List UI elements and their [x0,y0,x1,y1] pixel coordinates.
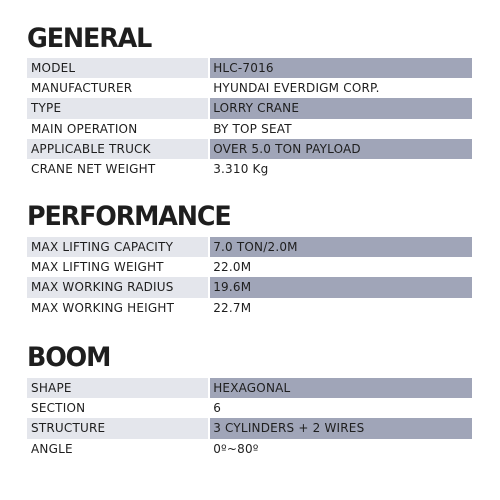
general-section [27,23,472,176]
table-row [27,277,472,297]
row-label: SECTION [31,401,86,416]
row-label: SHAPE [27,378,208,398]
row-label: MODEL [27,58,208,78]
row-value: 7.0 TON/2.0M [210,237,472,257]
row-label: MAX WORKING HEIGHT [31,300,175,315]
table-row [27,159,472,179]
table-row [27,398,472,418]
table-row [27,237,472,257]
general-heading: GENERAL [27,23,152,54]
row-value: 0º~80º [213,441,259,456]
row-value: HYUNDAI EVERDIGM CORP. [213,81,380,96]
row-label: MAX LIFTING CAPACITY [27,237,208,257]
row-value: 3.310 Kg [213,161,269,176]
general-table [27,58,472,179]
boom-table [27,378,472,459]
row-value: 22.7M [213,300,252,315]
row-label: MAX LIFTING WEIGHT [31,260,164,275]
row-label: APPLICABLE TRUCK [27,139,208,159]
table-row [27,139,472,159]
table-row [27,119,472,139]
table-row [27,378,472,398]
row-value: 6 [213,401,222,416]
row-label: ANGLE [31,441,73,456]
boom-section [27,342,472,456]
performance-section [27,201,472,315]
row-label: CRANE NET WEIGHT [31,161,156,176]
row-label: MAX WORKING RADIUS [27,277,208,297]
table-row [27,439,472,459]
row-value: HEXAGONAL [210,378,472,398]
table-row [27,78,472,98]
row-value: OVER 5.0 TON PAYLOAD [210,139,472,159]
boom-heading: BOOM [27,342,111,373]
row-value: 19.6M [210,277,472,297]
table-row [27,98,472,118]
performance-heading: PERFORMANCE [27,201,231,232]
table-row [27,418,472,438]
table-row [27,257,472,277]
table-row [27,298,472,318]
row-value: HLC-7016 [210,58,472,78]
row-label: MANUFACTURER [31,81,133,96]
row-value: BY TOP SEAT [213,121,292,136]
row-value: 22.0M [213,260,252,275]
table-row [27,58,472,78]
row-label: STRUCTURE [27,418,208,438]
performance-table [27,237,472,318]
row-label: TYPE [27,98,208,118]
row-value: LORRY CRANE [210,98,472,118]
row-label: MAIN OPERATION [31,121,138,136]
row-value: 3 CYLINDERS + 2 WIRES [210,418,472,438]
